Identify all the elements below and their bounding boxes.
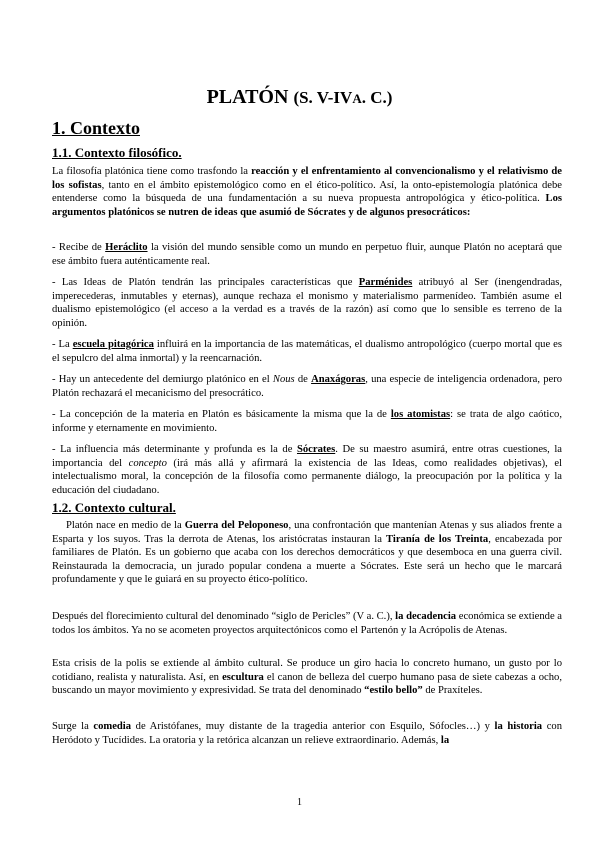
- paragraph-peloponeso: Platón nace en medio de la Guerra del Peloponeso, una confrontación que mantenían Atenas y sus aliados frente a Esparta y los suyos. Tras la derrota de Atenas, los aristócratas instauran la Tiranía de los Treinta, encabezada por familiares de Platón. Es un gobierno que acaba con los derechos democráticos y que desemboca en una guerra civil. Reinstaurada la democracia, un jurado popular condena a muerte a Sócrates. Este será un hecho que le marcará profundamente y que le guiará en su proyecto ético-político.: [52, 520, 563, 585]
- keyword-escuela-pitagorica: escuela pitagórica: [72, 339, 154, 350]
- paragraph-atomistas: - La concepción de la materia en Platón es básicamente la misma que la de los atomistas: se trata de algo caótico, informe y eternamente en movimiento.: [52, 409, 563, 434]
- paragraph-pitagorica: - La escuela pitagórica influirá en la importancia de las matemáticas, el dualismo antropológico (cuerpo mortal que es el sepulcro del alma inmortal) y la reencarnación.: [52, 339, 562, 364]
- page-number: 1: [297, 797, 302, 808]
- keyword-parmenides: Parménides: [358, 277, 413, 288]
- keyword-anaxagoras: Anaxágoras: [311, 374, 366, 385]
- paragraph-intro: La filosofía platónica tiene como trasfondo la reacción y el enfrentamiento al convencionalismo y el relativismo de los sofistas, tanto en el ámbito epistemológico como en el ético-político. Así, la onto-epistemología platónica debe entenderse como la búsqueda de una fundamentación a su nueva propuesta antropológica y ético-política. Los argumentos platónicos se nutren de ideas que asumió de Sócrates y de algunos presocráticos:: [52, 166, 563, 218]
- paragraph-pericles: Después del florecimiento cultural del denominado “siglo de Pericles” (V a. C.), la decadencia económica se extiende a todos los ámbitos. Ya no se acometen proyectos arquitectónicos como el Partenón y la Acrópolis de Atenas.: [52, 611, 562, 636]
- subsection-heading-filosofico: 1.1. Contexto filosófico.: [52, 145, 182, 160]
- page-title: [0, 84, 599, 112]
- paragraph-anaxagoras: - Hay un antecedente del demiurgo platónico en el Nous de Anaxágoras, una especie de inteligencia ordenadora, pero Platón rechazará el mecanicismo del presocrático.: [52, 374, 563, 399]
- keyword-socrates: Sócrates: [296, 444, 336, 455]
- section-heading-contexto: 1. Contexto: [52, 118, 140, 138]
- paragraph-comedia: Surge la comedia de Aristófanes, muy distante de la tragedia anterior con Esquilo, Sófocles…) y la historia con Heródoto y Tucídides. La oratoria y la retórica alcanzan un relieve extraordinario. Además, la: [52, 721, 563, 746]
- paragraph-heraclito: - Recibe de Heráclito la visión del mundo sensible como un mundo en perpetuo fluir, aunque Platón no aceptará que ese ámbito fuera auténticamente real.: [52, 242, 562, 267]
- paragraph-escultura: Esta crisis de la polis se extiende al ámbito cultural. Se produce un giro hacia lo concreto humano, un gusto por lo cotidiano, realista y naturalista. Así, en escultura el canon de belleza del cuerpo humano pasa de siete cabezas a ocho, buscando un mayor movimiento y expresividad. Se trata del denominado “estilo bello” de Praxíteles.: [52, 658, 562, 696]
- title-era-end: . C.): [361, 88, 393, 107]
- keyword-heraclito: Heráclito: [105, 242, 148, 253]
- subsection-heading-cultural: 1.2. Contexto cultural.: [52, 500, 176, 515]
- paragraph-parmenides: - Las Ideas de Platón tendrán las principales características que Parménides atribuyó al Ser (inengendradas, imperecederas, inmutables y eternas), aunque rechaza el monismo y materialismo parmenídeo. También asume el dualismo epistemológico (el acceso a la verdad es a través de la razón) así como que lo sensible es terreno de la opinión.: [52, 277, 562, 329]
- keyword-atomistas: los atomistas: [390, 409, 451, 420]
- title-era-small: A: [352, 91, 362, 106]
- title-century: (S. V-IV: [293, 88, 353, 107]
- paragraph-socrates: - La influencia más determinante y profunda es la de Sócrates. De su maestro asumirá, entre otras cuestiones, la importancia del concepto (irá más allá y afirmará la existencia de las Ideas, como realidades objetivas), el intelectualismo moral, la concepción de la filosofía como permanente diálogo, la preocupación por la política y la educación del ciudadano.: [52, 444, 562, 496]
- title-main: PLATÓN: [206, 86, 289, 108]
